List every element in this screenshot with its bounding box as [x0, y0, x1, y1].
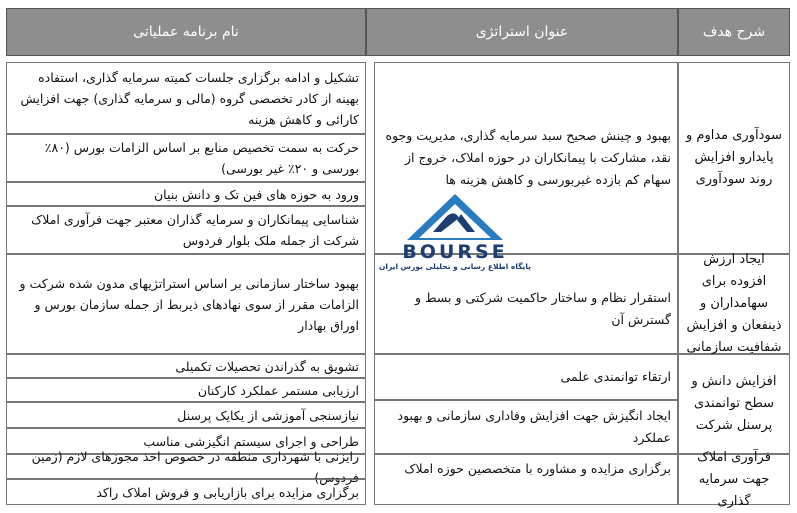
header-program: نام برنامه عملیاتی — [6, 8, 366, 56]
bourse-logo-mark — [375, 192, 535, 242]
header-goal: شرح هدف — [678, 8, 790, 56]
program-cell-1b — [6, 134, 366, 182]
goal-text-2: ایجاد ارزش افزوده برای سهامداران و ذینفعان و افزایش شفافیت سازمانی — [686, 252, 782, 355]
strategy-text-3a: ارتقاء توانمندی علمی — [560, 369, 671, 384]
program-cell-1c — [6, 182, 366, 206]
strategy-cell-3a — [374, 354, 678, 400]
program-cell-3b — [6, 378, 366, 402]
program-text-3b: ارزیابی مستمر عملکرد کارکنان — [197, 382, 359, 398]
header-strategy: عنوان استراتژی — [366, 8, 678, 56]
program-text-4b: برگزاری مزایده برای بازاریابی و فروش املاک راکد — [96, 484, 359, 500]
program-text-2a: بهبود ساختار سازمانی بر اساس استراتژیهای مدون شده شرکت و الزامات مقرر از سوی نهادهای ذیربط از جمله سازمان بورس و اوراق بهادار — [19, 275, 359, 333]
program-text-1b: حرکت به سمت تخصیص منابع بر اساس الزامات بورس (۸۰٪ بورسی و ۲۰٪ غیر بورسی) — [44, 140, 359, 176]
program-cell-4b — [6, 479, 366, 505]
bourse-logo — [375, 192, 535, 277]
goal-text-4: فرآوری املاک جهت سرمایه گذاری — [697, 449, 771, 509]
strategy-cell-4 — [374, 454, 678, 505]
program-text-3a: تشویق به گذراندن تحصیلات تکمیلی — [175, 358, 359, 374]
program-cell-3a — [6, 354, 366, 378]
strategy-text-2: استقرار نظام و ساختار حاکمیت شرکتی و بسط و گسترش آن — [414, 290, 671, 327]
program-text-3d: طراحی و اجرای سیستم انگیزشی مناسب — [143, 433, 359, 449]
bourse-logo-subtitle: پایگاه اطلاع رسانی و تحلیلی بورس ایران — [379, 262, 531, 271]
goal-cell-2 — [678, 254, 790, 354]
goal-text-3: افزایش دانش و سطح توانمندی پرسنل شرکت — [691, 374, 777, 433]
program-cell-3c — [6, 402, 366, 428]
bourse-logo-word: BOURSE — [402, 241, 508, 263]
goal-cell-4 — [678, 449, 790, 509]
program-text-1d: شناسایی پیمانکاران و سرمایه گذاران معتبر جهت فرآوری املاک شرکت از جمله ملک بلوار فردوس — [31, 212, 359, 248]
goal-text-1: سودآوری مداوم و پایدارو افزایش روند سودآوری — [685, 128, 782, 187]
program-text-4a: رایزنی با شهرداری منطقه در خصوص اخذ مجوزهای لازم (زمین فردوس) — [31, 448, 359, 485]
program-cell-1a — [6, 62, 366, 134]
program-text-3c: نیازسنجی آموزشی از یکایک پرسنل — [177, 407, 359, 423]
strategy-cell-3b — [374, 400, 678, 454]
goal-cell-1 — [678, 62, 790, 254]
program-cell-1d — [6, 206, 366, 254]
strategy-text-1: بهبود و چینش صحیح سبد سرمایه گذاری، مدیریت وجوه نقد، مشارکت با پیمانکاران در حوزه املاک، خروج از سهام کم بازده غیربورسی و کاهش هزینه ها — [385, 128, 671, 187]
goal-cell-3 — [678, 354, 790, 454]
strategy-text-3b: ایجاد انگیزش جهت افزایش وفاداری سازمانی و بهبود عملکرد — [397, 408, 671, 445]
strategy-text-4: برگزاری مزایده و مشاوره با متخصصین حوزه املاک — [404, 461, 671, 476]
program-text-1a: تشکیل و ادامه برگزاری جلسات کمیته سرمایه گذاری، استفاده بهینه از کادر تخصصی گروه (مالی و سرمایه گذاری) جهت افزایش کارائی و کاهش هزینه — [20, 69, 359, 127]
program-cell-2a — [6, 254, 366, 354]
program-cell-4a — [6, 448, 366, 485]
program-text-1c: ورود به حوزه های فین تک و دانش بنیان — [153, 186, 359, 202]
